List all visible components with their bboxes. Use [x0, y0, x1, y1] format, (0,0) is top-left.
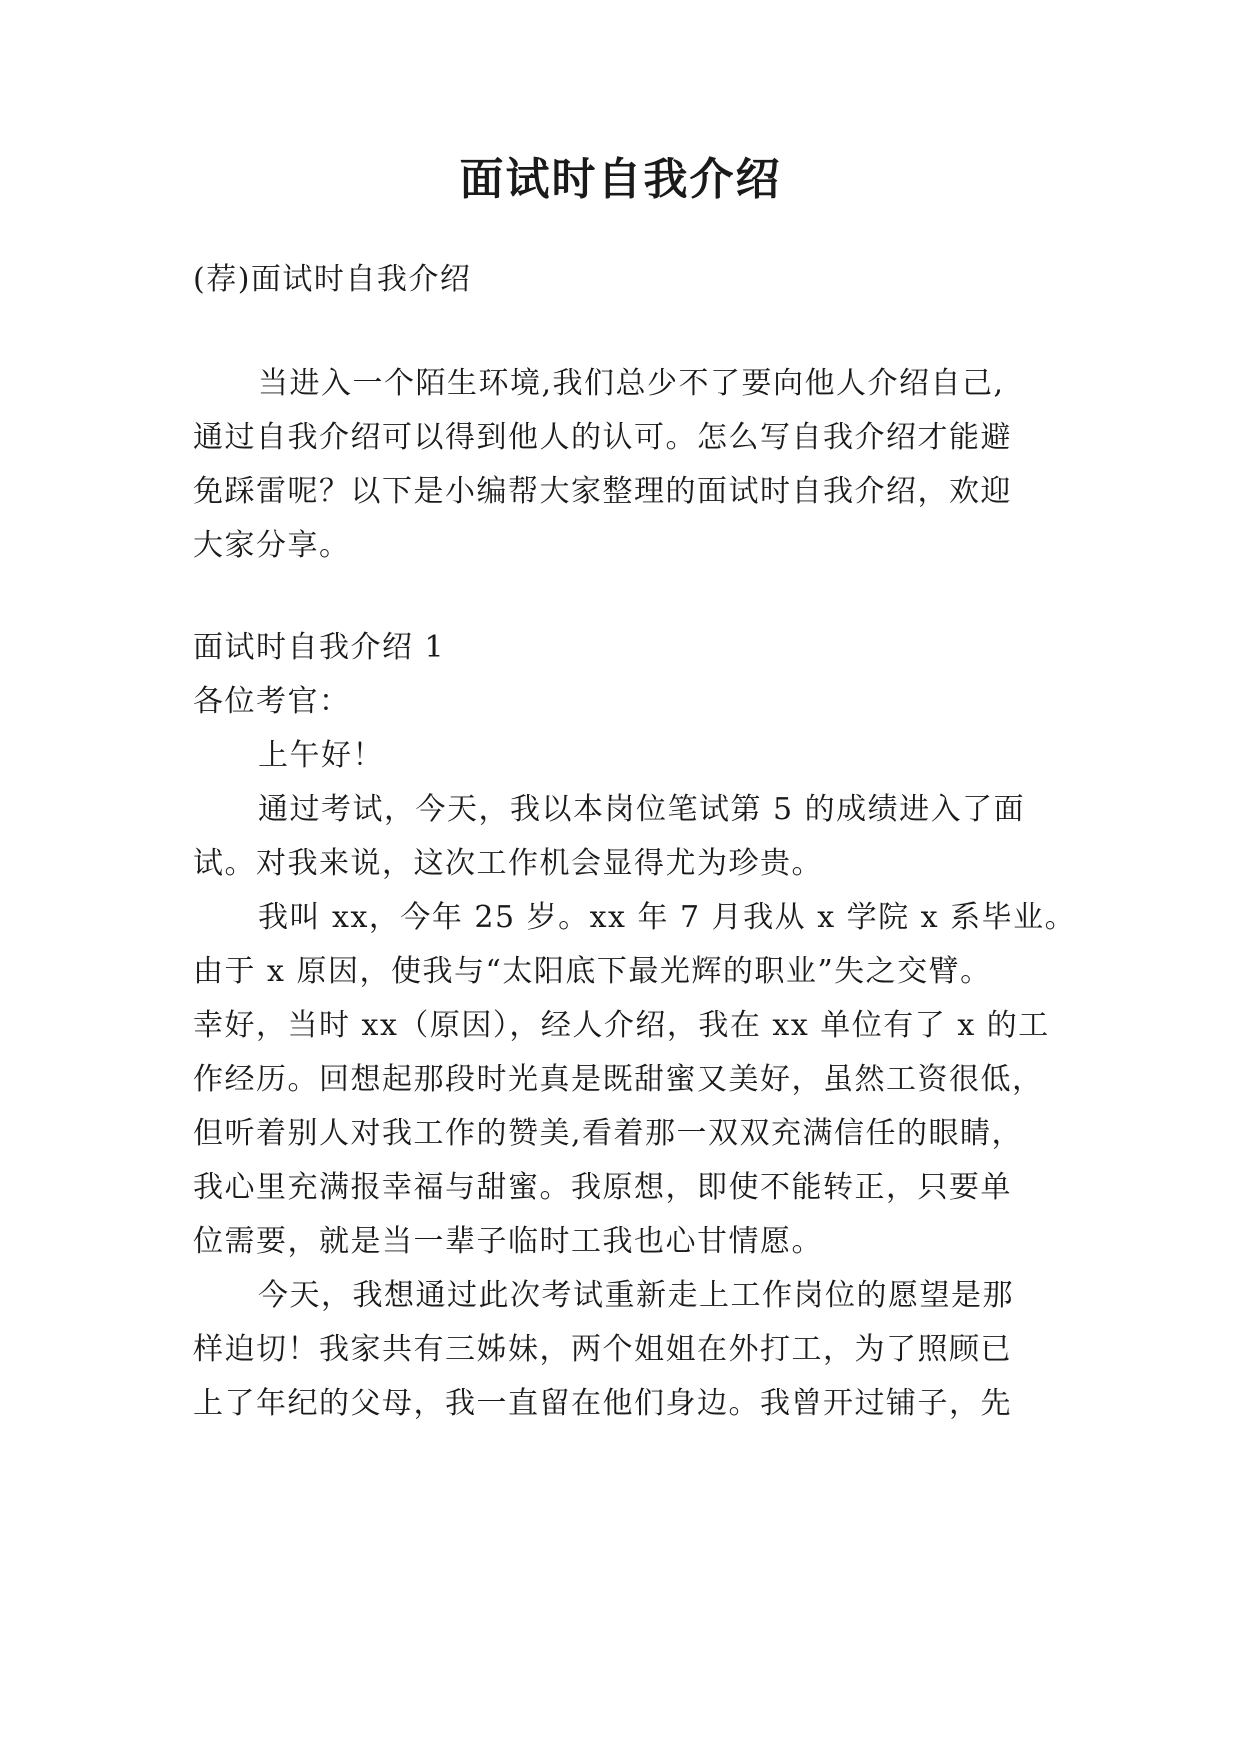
- para2-line-3: 幸好，当时 xx（原因），经人介绍，我在 xx 单位有了 x 的工: [193, 1008, 1050, 1043]
- para2-line-6: 我心里充满报幸福与甜蜜。我原想，即使不能转正，只要单: [193, 1170, 1012, 1205]
- para2-line-1: 我叫 xx，今年 25 岁。xx 年 7 月我从 x 学院 x 系毕业。: [258, 900, 1077, 935]
- para3-line-1: 今天，我想通过此次考试重新走上工作岗位的愿望是那: [258, 1278, 1014, 1313]
- para3-line-2: 样迫切！我家共有三姊妹，两个姐姐在外打工，为了照顾已: [193, 1332, 1012, 1367]
- document-title: 面试时自我介绍: [459, 154, 782, 205]
- salutation: 各位考官：: [193, 684, 351, 719]
- para2-line-2: 由于 x 原因，使我与“太阳底下最光辉的职业”失之交臂。: [193, 954, 992, 989]
- intro-line-3: 免踩雷呢？以下是小编帮大家整理的面试时自我介绍，欢迎: [193, 474, 1012, 509]
- greeting: 上午好！: [258, 738, 384, 773]
- intro-line-1: 当进入一个陌生环境,我们总少不了要向他人介绍自己,: [258, 366, 1005, 401]
- para2-line-4: 作经历。回想起那段时光真是既甜蜜又美好，虽然工资很低，: [193, 1062, 1044, 1097]
- para1-line-2: 试。对我来说，这次工作机会显得尤为珍贵。: [193, 846, 823, 881]
- document-subtitle: (荐)面试时自我介绍: [193, 262, 472, 297]
- section-heading: 面试时自我介绍 1: [193, 630, 446, 665]
- para1-line-1: 通过考试，今天，我以本岗位笔试第 5 的成绩进入了面: [258, 792, 1026, 827]
- para2-line-5: 但听着别人对我工作的赞美,看着那一双双充满信任的眼睛，: [193, 1116, 1024, 1151]
- para2-line-7: 位需要，就是当一辈子临时工我也心甘情愿。: [193, 1224, 823, 1259]
- intro-line-4: 大家分享。: [193, 528, 351, 563]
- intro-line-2: 通过自我介绍可以得到他人的认可。怎么写自我介绍才能避: [193, 420, 1012, 455]
- para3-line-3: 上了年纪的父母，我一直留在他们身边。我曾开过铺子，先: [193, 1386, 1012, 1421]
